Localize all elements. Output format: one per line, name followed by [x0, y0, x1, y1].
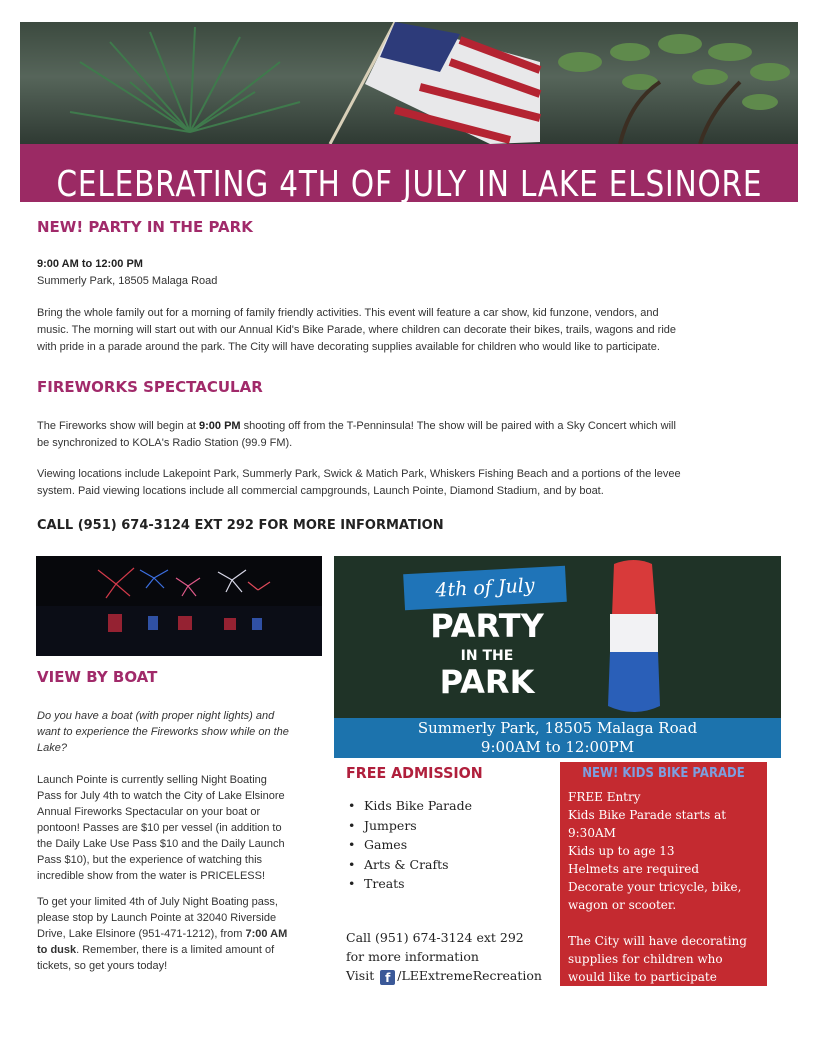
boat-line: tickets, so get yours today! — [37, 960, 168, 972]
party-poster — [334, 556, 781, 718]
kids-parade-note: would like to participate — [568, 970, 717, 984]
boat-line: To get your limited 4th of July Night Boating pass, — [37, 896, 278, 908]
bullet: • — [348, 798, 356, 813]
kids-parade-line: Kids up to age 13 — [568, 844, 675, 858]
boat-paragraph-2 — [37, 894, 319, 974]
poster-in-the: IN THE — [460, 648, 514, 664]
activity-list — [346, 796, 472, 894]
boat-paragraph-1 — [37, 772, 319, 884]
contact-info — [346, 928, 542, 985]
activity-label: Kids Bike Parade — [364, 798, 472, 813]
fireworks-text: system. Paid viewing locations include all commercial campgrounds, Launch Pointe, Diamond Stadium, and by boat. — [37, 485, 604, 497]
boat-heading: VIEW BY BOAT — [37, 668, 158, 686]
fireworks-text: The Fireworks show will begin at — [37, 420, 200, 432]
fireworks-text: be synchronized to KOLA's Radio Station (99.9 FM). — [37, 437, 293, 449]
bullet: • — [348, 837, 356, 852]
activity-label: Arts & Crafts — [364, 856, 449, 872]
call-info: CALL (951) 674-3124 EXT 292 FOR MORE INFORMATION — [37, 518, 444, 533]
kids-parade-line: Kids Bike Parade starts at — [568, 808, 727, 822]
facebook-icon: f — [380, 970, 395, 985]
boat-intro — [37, 708, 319, 756]
kids-bike-parade-box — [560, 762, 767, 986]
boat-dusk: to dusk — [37, 944, 77, 956]
facebook-link[interactable] — [346, 966, 542, 985]
boat-intro-line: Lake? — [37, 742, 67, 754]
boat-line: Drive, Lake Elsinore (951-471-1212), from — [37, 928, 246, 940]
fireworks-time: 9:00 PM — [199, 420, 241, 432]
fireworks-text: Viewing locations include Lakepoint Park, Summerly Park, Swick & Matich Park, Whiskers Fishing Beach and a portions of the levee — [37, 468, 681, 480]
party-time — [37, 256, 777, 273]
visit-label: Visit — [346, 968, 375, 983]
page-title: CELEBRATING 4TH OF JULY IN LAKE ELSINORE — [56, 163, 762, 202]
list-item — [346, 835, 472, 855]
poster-address: Summerly Park, 18505 Malaga Road — [417, 719, 698, 737]
kids-parade-line: Decorate your tricycle, bike, — [568, 880, 742, 894]
free-admission-heading: FREE ADMISSION — [346, 764, 483, 782]
boat-line: pontoon! Passes are $10 per vessel (in addition to — [37, 822, 282, 834]
boat-line: Pass for July 4th to watch the City of Lake Elsinore — [37, 790, 285, 802]
boat-line: Pass $10), but the experience of watching this — [37, 854, 263, 866]
list-item — [346, 816, 472, 836]
kids-parade-line: Helmets are required — [568, 862, 700, 876]
poster-ribbon-text: 4th of July — [434, 574, 536, 602]
boat-line: the Daily Lake Use Pass $10 and the Daily Launch — [37, 838, 285, 850]
list-item — [346, 855, 472, 875]
contact-more: for more information — [346, 949, 479, 964]
fireworks-text: shooting off from the T-Penninsula! The show will be paired with a Sky Concert which will — [240, 420, 676, 432]
title-banner — [20, 144, 798, 202]
party-description-line: Bring the whole family out for a morning of family friendly activities. This event will feature a car show, kid funzone, vendors, and — [37, 307, 659, 319]
fireworks-paragraph-1 — [37, 418, 777, 452]
poster-info-bar — [334, 718, 781, 758]
kids-parade-line: 9:30AM — [568, 826, 616, 840]
boat-intro-line: Do you have a boat (with proper night lights) and — [37, 710, 275, 722]
kids-parade-heading: NEW! KIDS BIKE PARADE — [582, 766, 745, 781]
activity-label: Treats — [364, 876, 405, 891]
party-description-line: with pride in a parade around the park. The City will have decorating supplies available for children who would like to participate. — [37, 341, 660, 353]
kids-parade-line: FREE Entry — [568, 790, 641, 804]
party-location: Summerly Park, 18505 Malaga Road — [37, 275, 218, 287]
bullet: • — [348, 817, 356, 833]
bullet: • — [348, 856, 356, 872]
flag-photo-art — [20, 22, 798, 144]
party-description-line: music. The morning will start out with our Annual Kid's Bike Parade, where children can decorate their bikes, trails, wagons and ride — [37, 324, 676, 336]
fireworks-heading: FIREWORKS SPECTACULAR — [37, 378, 263, 396]
kids-parade-note: The City will have decorating — [568, 934, 747, 948]
kids-parade-note: supplies for children who — [568, 952, 723, 966]
bullet: • — [348, 876, 356, 891]
boat-line: Launch Pointe is currently selling Night Boating — [37, 774, 267, 786]
list-item — [346, 796, 472, 816]
list-item — [346, 874, 472, 894]
activity-label: Games — [364, 837, 408, 852]
poster-party: PARTY — [430, 607, 544, 645]
contact-phone: Call (951) 674-3124 ext 292 — [346, 930, 524, 945]
kids-parade-line: wagon or scooter. — [568, 898, 677, 912]
party-heading: NEW! PARTY IN THE PARK — [37, 218, 253, 236]
poster-park: PARK — [439, 663, 535, 701]
fireworks-paragraph-2 — [37, 466, 777, 500]
party-time-text: 9:00 AM to 12:00 PM — [37, 258, 143, 270]
boat-line: incredible show from the water is PRICELESS! — [37, 870, 266, 882]
boat-line: Annual Fireworks Spectacular on your boat or — [37, 806, 261, 818]
activity-label: Jumpers — [364, 817, 417, 833]
party-description — [37, 305, 777, 356]
fireworks-photo — [36, 556, 322, 656]
poster-hours: 9:00AM to 12:00PM — [480, 738, 635, 756]
boat-intro-line: want to experience the Fireworks show while on the — [37, 726, 289, 738]
hero-image — [20, 22, 798, 202]
boat-line: please stop by Launch Pointe at 32040 Riverside — [37, 912, 277, 924]
facebook-handle: /LEExtremeRecreation — [397, 968, 542, 983]
flag-photo — [20, 22, 798, 144]
fireworks-photo-art — [36, 556, 322, 656]
boat-time: 7:00 AM — [245, 928, 288, 940]
boat-line: . Remember, there is a limited amount of — [76, 944, 275, 956]
